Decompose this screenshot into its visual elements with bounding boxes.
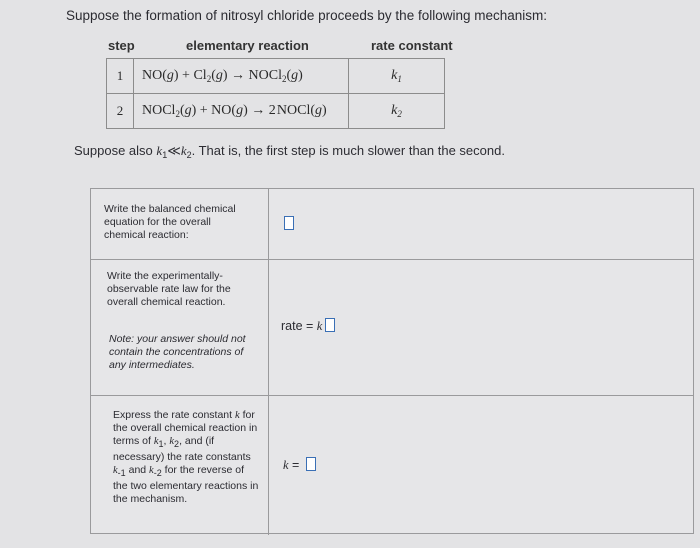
rate-constant: $k_1$ [349, 59, 445, 94]
question-overall-equation [91, 189, 693, 260]
question-note: Note: your answer should not contain the concentrations of any intermediates. [109, 333, 246, 371]
step-number: 1 [107, 59, 134, 94]
mechanism-row-1 [107, 59, 445, 94]
overall-equation-answer[interactable] [281, 216, 294, 231]
question-label: Write the experimentally-observable rate law for the overall chemical reaction. Note: your answer should not contain the concentrations of any intermediates. [91, 260, 269, 395]
question-label-text: Express the rate constant k for the overall chemical reaction in terms of $k_1$, $k_2$, and (if necessary) the rate constants $k_{-1}$ and $k_{-2}$ for the reverse of the two elementary reactions in the mechanism. [113, 409, 259, 505]
rate-constant-header: rate constant [371, 38, 453, 53]
answer-input-box[interactable] [284, 216, 294, 230]
answer-input-box[interactable] [325, 318, 335, 332]
question-rate-constant [91, 396, 693, 535]
answer-panel [90, 188, 694, 534]
rate-law-answer: rate = k [281, 318, 335, 334]
elementary-reaction: NOCl$_2$(g) + NO(g) → 2 NOCl(g) [134, 94, 349, 129]
reaction-header: elementary reaction [186, 38, 309, 53]
step-header: step [108, 38, 135, 53]
rate-constant-answer: k = [283, 457, 316, 473]
step-number: 2 [107, 94, 134, 129]
question-rate-law [91, 260, 693, 396]
answer-input-box[interactable] [306, 457, 316, 471]
problem-intro: Suppose the formation of nitrosyl chloride proceeds by the following mechanism: [66, 8, 548, 23]
mechanism-table [106, 58, 445, 129]
assumption-statement: Suppose also $k_1≪k_2$. That is, the first step is much slower than the second. [74, 143, 505, 160]
elementary-reaction: $NO(g) + Cl_2(g)$ → NOCl$_2$(g) [134, 59, 349, 94]
rate-constant: $k_2$ [349, 94, 445, 129]
mechanism-row-2 [107, 94, 445, 129]
question-label: Write the balanced chemical equation for the overall chemical reaction: [91, 189, 269, 259]
question-label [91, 396, 269, 535]
